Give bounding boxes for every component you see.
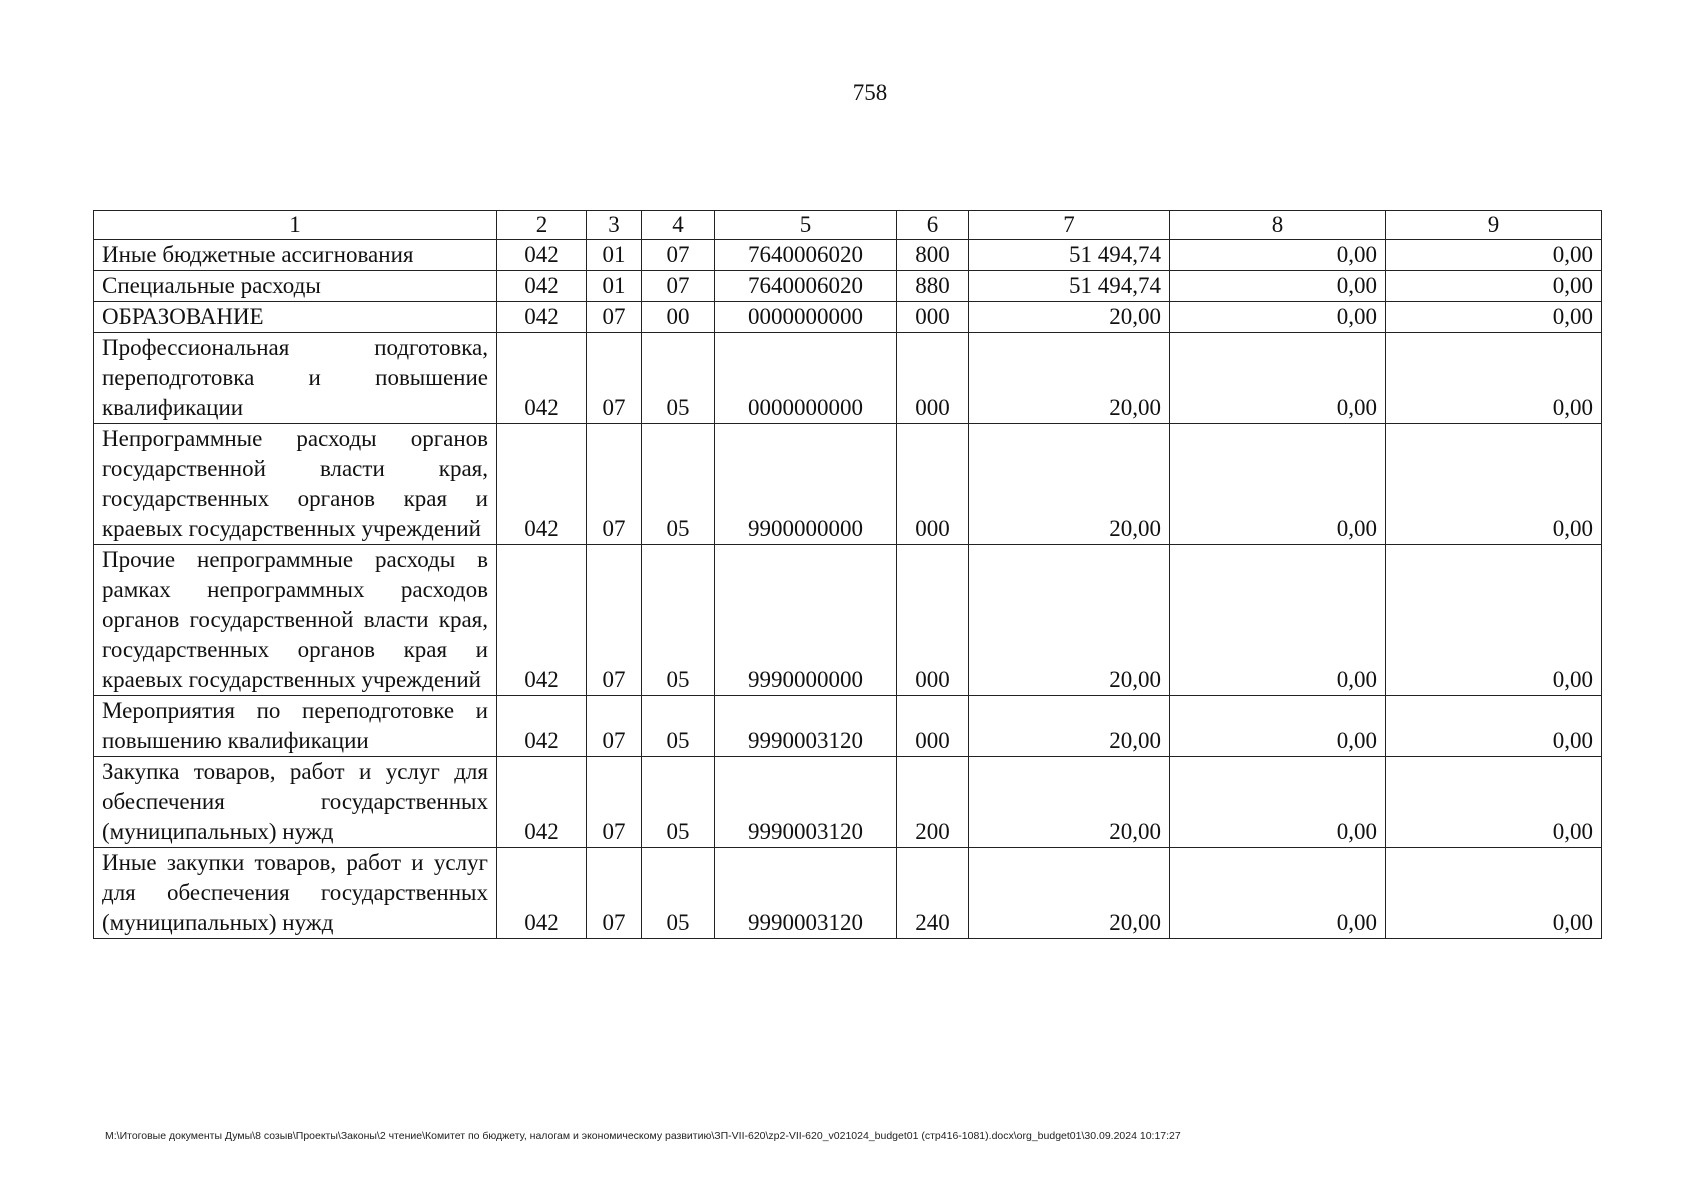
cell-section: 07 — [587, 696, 642, 757]
cell-amount: 0,00 — [1170, 271, 1386, 302]
row-name: Иные бюджетные ассигнования — [94, 240, 497, 271]
row-name: Иные закупки товаров, работ и услуг для обеспечения государственных (муниципальных) нужд — [94, 848, 497, 939]
cell-section: 07 — [587, 757, 642, 848]
cell-subsection: 05 — [642, 545, 715, 696]
cell-amount: 20,00 — [969, 848, 1170, 939]
cell-target: 0000000000 — [715, 333, 897, 424]
cell-subsection: 00 — [642, 302, 715, 333]
cell-subsection: 07 — [642, 271, 715, 302]
cell-section: 07 — [587, 545, 642, 696]
header-row — [94, 211, 1602, 240]
cell-subsection: 05 — [642, 696, 715, 757]
cell-amount: 0,00 — [1386, 240, 1602, 271]
row-name: Мероприятия по переподготовке и повышению квалификации — [94, 696, 497, 757]
cell-amount: 0,00 — [1386, 757, 1602, 848]
table-row — [94, 424, 1602, 545]
cell-section: 01 — [587, 240, 642, 271]
cell-amount: 51 494,74 — [969, 271, 1170, 302]
cell-target: 9990003120 — [715, 757, 897, 848]
file-path-footer: M:\Итоговые документы Думы\8 созыв\Проекты\Законы\2 чтение\Комитет по бюджету, налогам и экономическому развитию\ЗП-VII-620\zp2-VII-620_v021024_budget01 (стр416-1081).docx\org_budget01\30.09.2024 10:17:27 — [105, 1130, 1181, 1142]
cell-code: 042 — [497, 333, 587, 424]
cell-subsection: 07 — [642, 240, 715, 271]
table-header — [94, 211, 1602, 240]
cell-amount: 20,00 — [969, 696, 1170, 757]
cell-section: 07 — [587, 333, 642, 424]
table-row — [94, 545, 1602, 696]
cell-amount: 20,00 — [969, 302, 1170, 333]
cell-amount: 0,00 — [1170, 757, 1386, 848]
cell-subsection: 05 — [642, 848, 715, 939]
table-row — [94, 302, 1602, 333]
cell-code: 042 — [497, 240, 587, 271]
table-row — [94, 848, 1602, 939]
column-header: 3 — [587, 211, 642, 240]
cell-target: 9990000000 — [715, 545, 897, 696]
table-row — [94, 240, 1602, 271]
cell-code: 042 — [497, 424, 587, 545]
column-header: 4 — [642, 211, 715, 240]
column-header: 7 — [969, 211, 1170, 240]
cell-code: 042 — [497, 696, 587, 757]
cell-amount: 0,00 — [1170, 302, 1386, 333]
cell-amount: 0,00 — [1386, 424, 1602, 545]
table-row — [94, 757, 1602, 848]
table-body — [94, 240, 1602, 939]
table-row — [94, 271, 1602, 302]
cell-code: 042 — [497, 545, 587, 696]
cell-type: 000 — [897, 333, 969, 424]
cell-amount: 0,00 — [1386, 271, 1602, 302]
row-name: Прочие непрограммные расходы в рамках непрограммных расходов органов государственной власти края, государственных органов края и краевых государственных учреждений — [94, 545, 497, 696]
cell-type: 800 — [897, 240, 969, 271]
budget-table — [93, 210, 1602, 939]
column-header: 5 — [715, 211, 897, 240]
row-name: ОБРАЗОВАНИЕ — [94, 302, 497, 333]
cell-amount: 0,00 — [1386, 333, 1602, 424]
cell-amount: 0,00 — [1170, 424, 1386, 545]
cell-type: 000 — [897, 545, 969, 696]
cell-code: 042 — [497, 757, 587, 848]
row-name: Специальные расходы — [94, 271, 497, 302]
cell-amount: 0,00 — [1170, 696, 1386, 757]
column-header: 9 — [1386, 211, 1602, 240]
column-header: 1 — [94, 211, 497, 240]
row-name: Профессиональная подготовка, переподготовка и повышение квалификации — [94, 333, 497, 424]
cell-section: 07 — [587, 302, 642, 333]
cell-target: 9900000000 — [715, 424, 897, 545]
table-row — [94, 696, 1602, 757]
cell-section: 07 — [587, 848, 642, 939]
cell-code: 042 — [497, 271, 587, 302]
cell-type: 200 — [897, 757, 969, 848]
column-header: 6 — [897, 211, 969, 240]
column-header: 8 — [1170, 211, 1386, 240]
cell-amount: 0,00 — [1386, 545, 1602, 696]
cell-subsection: 05 — [642, 424, 715, 545]
cell-amount: 0,00 — [1170, 333, 1386, 424]
page-number: 758 — [852, 80, 888, 105]
column-header: 2 — [497, 211, 587, 240]
cell-amount: 0,00 — [1386, 696, 1602, 757]
cell-amount: 0,00 — [1170, 848, 1386, 939]
cell-type: 000 — [897, 302, 969, 333]
cell-type: 880 — [897, 271, 969, 302]
row-name: Закупка товаров, работ и услуг для обеспечения государственных (муниципальных) нужд — [94, 757, 497, 848]
cell-amount: 20,00 — [969, 545, 1170, 696]
cell-section: 01 — [587, 271, 642, 302]
cell-type: 000 — [897, 696, 969, 757]
cell-target: 7640006020 — [715, 271, 897, 302]
cell-amount: 20,00 — [969, 757, 1170, 848]
cell-amount: 0,00 — [1170, 545, 1386, 696]
table-row — [94, 333, 1602, 424]
cell-section: 07 — [587, 424, 642, 545]
cell-amount: 20,00 — [969, 424, 1170, 545]
cell-amount: 51 494,74 — [969, 240, 1170, 271]
cell-code: 042 — [497, 302, 587, 333]
cell-subsection: 05 — [642, 333, 715, 424]
cell-target: 7640006020 — [715, 240, 897, 271]
cell-amount: 0,00 — [1386, 848, 1602, 939]
cell-amount: 0,00 — [1386, 302, 1602, 333]
cell-subsection: 05 — [642, 757, 715, 848]
cell-amount: 0,00 — [1170, 240, 1386, 271]
cell-target: 9990003120 — [715, 696, 897, 757]
cell-code: 042 — [497, 848, 587, 939]
cell-type: 000 — [897, 424, 969, 545]
cell-type: 240 — [897, 848, 969, 939]
row-name: Непрограммные расходы органов государственной власти края, государственных органов края и краевых государственных учреждений — [94, 424, 497, 545]
cell-target: 0000000000 — [715, 302, 897, 333]
cell-target: 9990003120 — [715, 848, 897, 939]
cell-amount: 20,00 — [969, 333, 1170, 424]
